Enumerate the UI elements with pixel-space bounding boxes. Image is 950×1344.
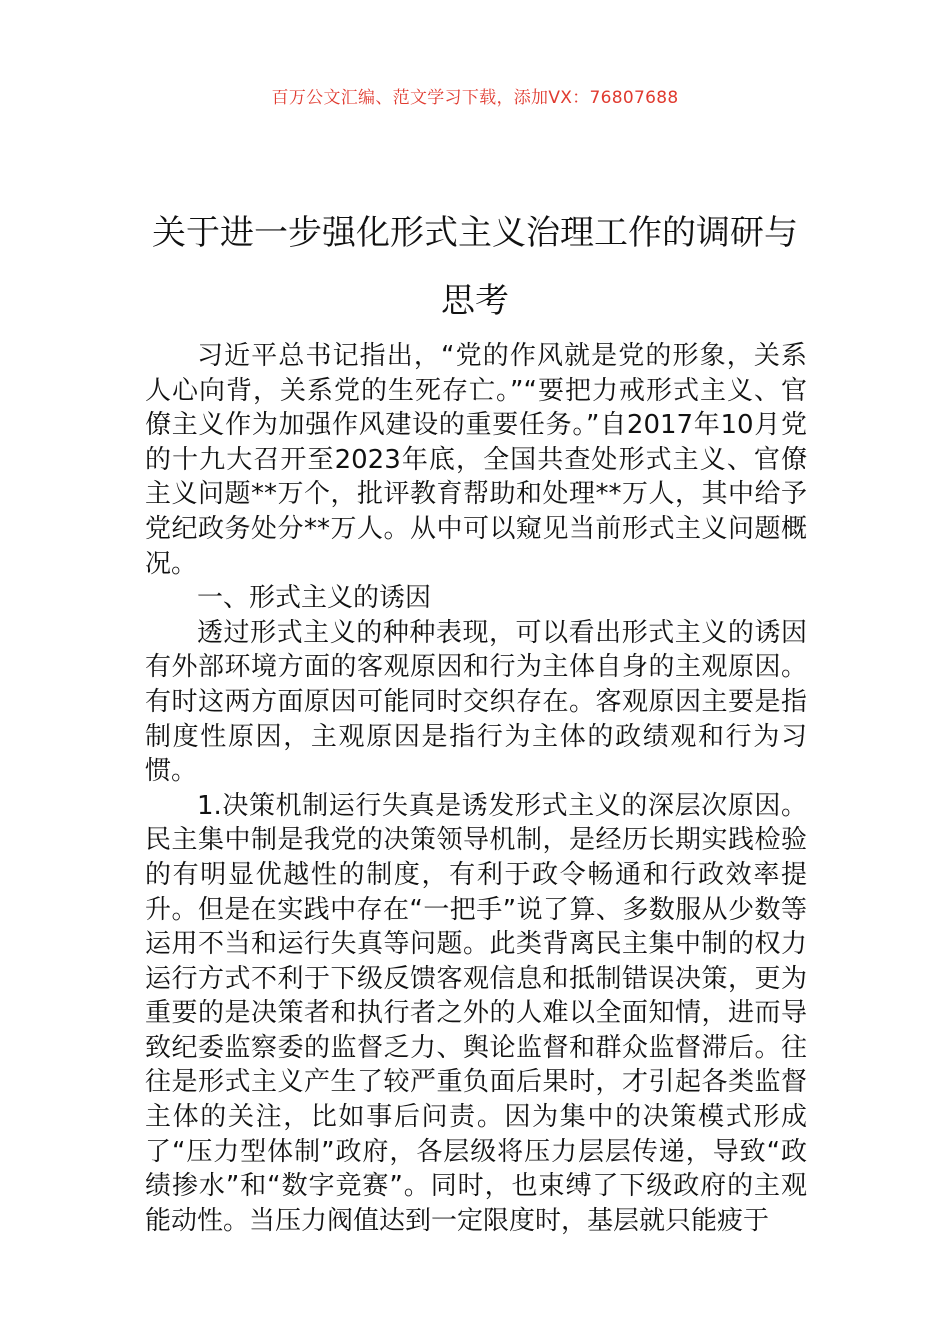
paragraph-cause-1: 1.决策机制运行失真是诱发形式主义的深层次原因。民主集中制是我党的决策领导机制，是经历长期实践检验的有明显优越性的制度，有利于政令畅通和行政效率提升。但是在实践中存在“一把手”说了算、多数服从少数等运用不当和运行失真等问题。此类背离民主集中制的权力运行方式不利于下级反馈客观信息和抵制错误决策，更为重要的是决策者和执行者之外的人难以全面知情，进而导致纪委监察委的监督乏力、舆论监督和群众监督滞后。往往是形式主义产生了较严重负面后果时，才引起各类监督主体的关注，比如事后问责。因为集中的决策模式形成了“压力型体制”政府，各层级将压力层层传递，导致“政绩掺水”和“数字竞赛”。同时，也束缚了下级政府的主观能动性。当压力阀值达到一定限度时，基层就只能疲于 — [145, 790, 807, 1236]
paragraph-causes-overview: 透过形式主义的种种表现，可以看出形式主义的诱因有外部环境方面的客观原因和行为主体自身的主观原因。有时这两方面原因可能同时交织存在。客观原因主要是指制度性原因，主观原因是指行为主体的政绩观和行为习惯。 — [145, 617, 807, 787]
section-heading-1: 一、形式主义的诱因 — [197, 583, 432, 614]
paragraph-intro: 习近平总书记指出，“党的作风就是党的形象，关系人心向背，关系党的生死存亡。”“要把力戒形式主义、官僚主义作为加强作风建设的重要任务。”自2017年10月党的十九大召开至2023年底，全国共查处形式主义、官僚主义问题**万个，批评教育帮助和处理**万人，其中给予党纪政务处分**万人。从中可以窥见当前形式主义问题概况。 — [145, 341, 807, 579]
document-body — [145, 339, 807, 1238]
document-title: 关于进一步强化形式主义治理工作的调研与思考 — [152, 212, 798, 321]
header-watermark-note: 百万公文汇编、范文学习下载，添加VX：76807688 — [271, 88, 679, 108]
